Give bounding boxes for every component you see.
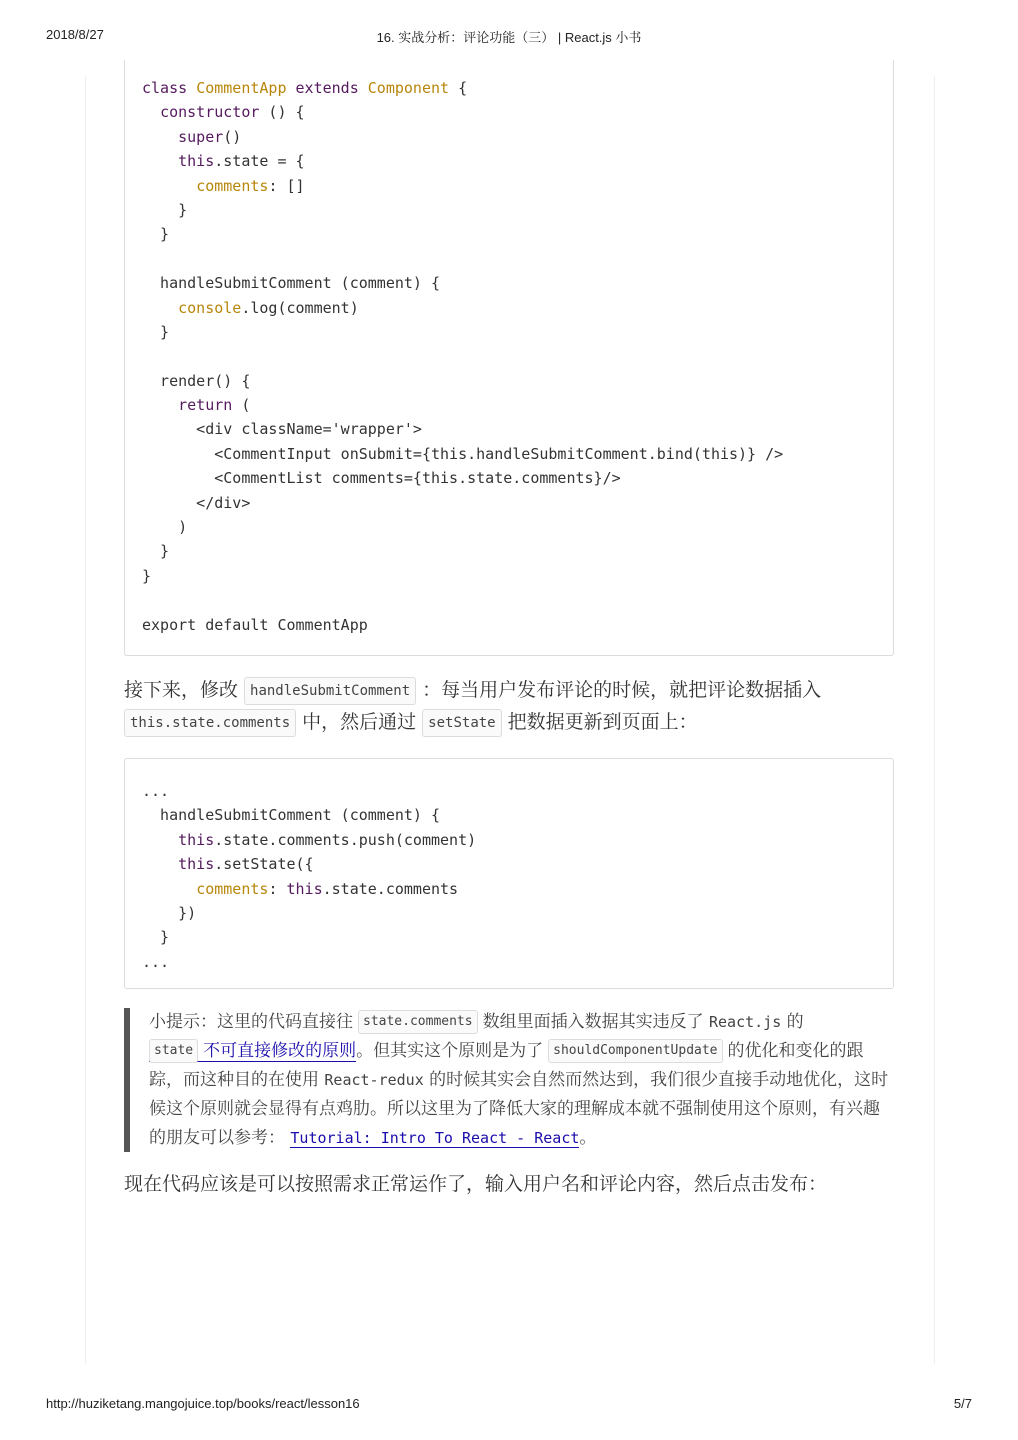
code-line bbox=[142, 588, 893, 612]
code-token: () bbox=[223, 127, 242, 146]
inline-code-state: state bbox=[149, 1039, 198, 1063]
mono-react-redux: React-redux bbox=[324, 1071, 424, 1089]
code-token: render() { bbox=[142, 371, 251, 390]
code-line bbox=[142, 222, 893, 246]
code-line bbox=[142, 803, 893, 827]
code-token: ... bbox=[142, 782, 170, 800]
code-token: return bbox=[178, 396, 233, 415]
code-token bbox=[142, 831, 178, 849]
mono-react-js: React.js bbox=[708, 1013, 782, 1031]
code-token: ( bbox=[232, 396, 251, 415]
code-line bbox=[142, 76, 893, 100]
code-token: .state.comments.push(comment) bbox=[214, 830, 477, 849]
code-token: console bbox=[178, 298, 242, 317]
code-token: Component bbox=[367, 79, 450, 97]
code-token: CommentApp bbox=[196, 79, 296, 97]
code-token: .state = { bbox=[214, 152, 305, 171]
code-line bbox=[142, 320, 893, 344]
code-line bbox=[142, 828, 893, 852]
code-token: super bbox=[178, 127, 224, 146]
code-token: } bbox=[142, 200, 188, 219]
code-token: this bbox=[286, 879, 323, 898]
code-line bbox=[142, 174, 893, 198]
code-token: handleSubmitComment (comment) { bbox=[142, 806, 441, 825]
code-line bbox=[142, 125, 893, 149]
code-line bbox=[142, 442, 893, 466]
inline-code-state-comments: state.comments bbox=[358, 1010, 478, 1034]
code-token: : [] bbox=[268, 176, 305, 195]
inline-code-state-comments: this.state.comments bbox=[124, 709, 296, 737]
link-text: 不可直接修改的原则 bbox=[203, 1041, 357, 1061]
code-line bbox=[142, 296, 893, 320]
inline-code-should-component-update: shouldComponentUpdate bbox=[548, 1039, 722, 1063]
code-token: comments bbox=[196, 176, 269, 195]
code-token bbox=[142, 396, 178, 414]
text: 。 bbox=[579, 1128, 597, 1148]
code-line bbox=[142, 779, 893, 803]
code-token: <div className='wrapper'> bbox=[142, 420, 422, 439]
code-line bbox=[142, 877, 893, 901]
text: 的优化和变化的跟踪，而这种目的在使用 bbox=[149, 1041, 864, 1090]
code-token: </div> bbox=[142, 493, 251, 512]
link-react-tutorial[interactable]: Tutorial: Intro To React - React bbox=[290, 1129, 580, 1147]
code-token: export default CommentApp bbox=[142, 615, 368, 634]
code-token bbox=[142, 177, 196, 195]
code-line bbox=[142, 198, 893, 222]
code-token: }) bbox=[142, 903, 197, 922]
code-token: handleSubmitComment (comment) { bbox=[142, 274, 441, 293]
code-line bbox=[142, 466, 893, 490]
code-token: this bbox=[178, 152, 215, 171]
code-line bbox=[142, 491, 893, 515]
text: 。但其实这个原则是为了 bbox=[356, 1041, 544, 1061]
code-token bbox=[142, 855, 178, 873]
print-page-number: 5/7 bbox=[953, 1396, 972, 1411]
text: ：每当用户发布评论的时候，就把评论数据插入 bbox=[422, 679, 822, 701]
code-line bbox=[142, 271, 893, 295]
code-line bbox=[142, 564, 893, 588]
code-line bbox=[142, 149, 893, 173]
code-line bbox=[142, 539, 893, 563]
link-immutable-state[interactable] bbox=[149, 1041, 356, 1062]
code-token: () { bbox=[259, 103, 305, 122]
code-token bbox=[142, 103, 160, 121]
code-token: : bbox=[268, 879, 287, 898]
code-block-handle-submit bbox=[124, 758, 894, 989]
text: 接下来，修改 bbox=[124, 679, 239, 701]
code-token: } bbox=[142, 566, 152, 585]
code-line bbox=[142, 515, 893, 539]
code-token: .state.comments bbox=[322, 879, 459, 898]
code-line bbox=[142, 393, 893, 417]
code-line bbox=[142, 417, 893, 441]
paragraph-modify-handler bbox=[124, 674, 894, 738]
code-token: extends bbox=[295, 79, 368, 97]
code-token: this bbox=[178, 830, 215, 849]
code-line bbox=[142, 852, 893, 876]
code-token: <CommentInput onSubmit={this.handleSubmitComment.bind(this)} /> bbox=[142, 444, 784, 463]
code-token: comments bbox=[196, 879, 269, 898]
text: 数组里面插入数据其实违反了 bbox=[482, 1012, 704, 1032]
code-line bbox=[142, 369, 893, 393]
inline-code-setstate: setState bbox=[422, 709, 501, 737]
code-token: ... bbox=[142, 952, 170, 971]
code-token: } bbox=[142, 928, 170, 947]
print-title: 16. 实战分析：评论功能（三） | React.js 小书 bbox=[376, 30, 642, 45]
code-token: } bbox=[142, 542, 170, 561]
text: 小提示：这里的代码直接往 bbox=[149, 1012, 353, 1032]
code-lines bbox=[142, 60, 893, 637]
code-token: .setState({ bbox=[214, 855, 314, 874]
text: 的时候其实会自然而然达到，我们很少直接手动地优化，这时候这个原则就会显得有点鸡肋。所以这里为了降低大家的理解成本就不强制使用这个原则，有兴趣的朋友可以参考： bbox=[149, 1070, 889, 1148]
paragraph-now-works: 现在代码应该是可以按照需求正常运作了，输入用户名和评论内容，然后点击发布： bbox=[124, 1173, 828, 1195]
code-token bbox=[142, 880, 196, 898]
inline-code-handle-submit: handleSubmitComment bbox=[244, 677, 416, 705]
code-token: { bbox=[449, 79, 468, 97]
code-token: ) bbox=[142, 518, 188, 537]
code-token: constructor bbox=[160, 103, 260, 122]
text: 的 bbox=[786, 1012, 804, 1032]
code-line bbox=[142, 950, 893, 974]
code-token: <CommentList comments={this.state.comments}/> bbox=[142, 469, 621, 488]
code-line bbox=[142, 901, 893, 925]
code-line bbox=[142, 344, 893, 368]
text: 中，然后通过 bbox=[302, 711, 417, 733]
code-token: .log(comment) bbox=[241, 298, 359, 317]
tip-blockquote bbox=[124, 1008, 894, 1152]
code-line bbox=[142, 100, 893, 124]
code-line bbox=[142, 247, 893, 271]
code-block-comment-app bbox=[124, 60, 894, 656]
code-token: this bbox=[178, 855, 215, 874]
code-token: } bbox=[142, 225, 170, 244]
code-token bbox=[142, 299, 178, 317]
code-line bbox=[142, 613, 893, 637]
print-url: http://huziketang.mangojuice.top/books/react/lesson16 bbox=[46, 1396, 360, 1411]
code-lines bbox=[142, 759, 893, 974]
code-line bbox=[142, 925, 893, 949]
text: 把数据更新到页面上： bbox=[507, 711, 698, 733]
code-token bbox=[142, 128, 178, 146]
code-token: } bbox=[142, 322, 170, 341]
code-token: class bbox=[142, 79, 197, 97]
print-date: 2018/8/27 bbox=[46, 27, 104, 42]
code-token bbox=[142, 152, 178, 170]
